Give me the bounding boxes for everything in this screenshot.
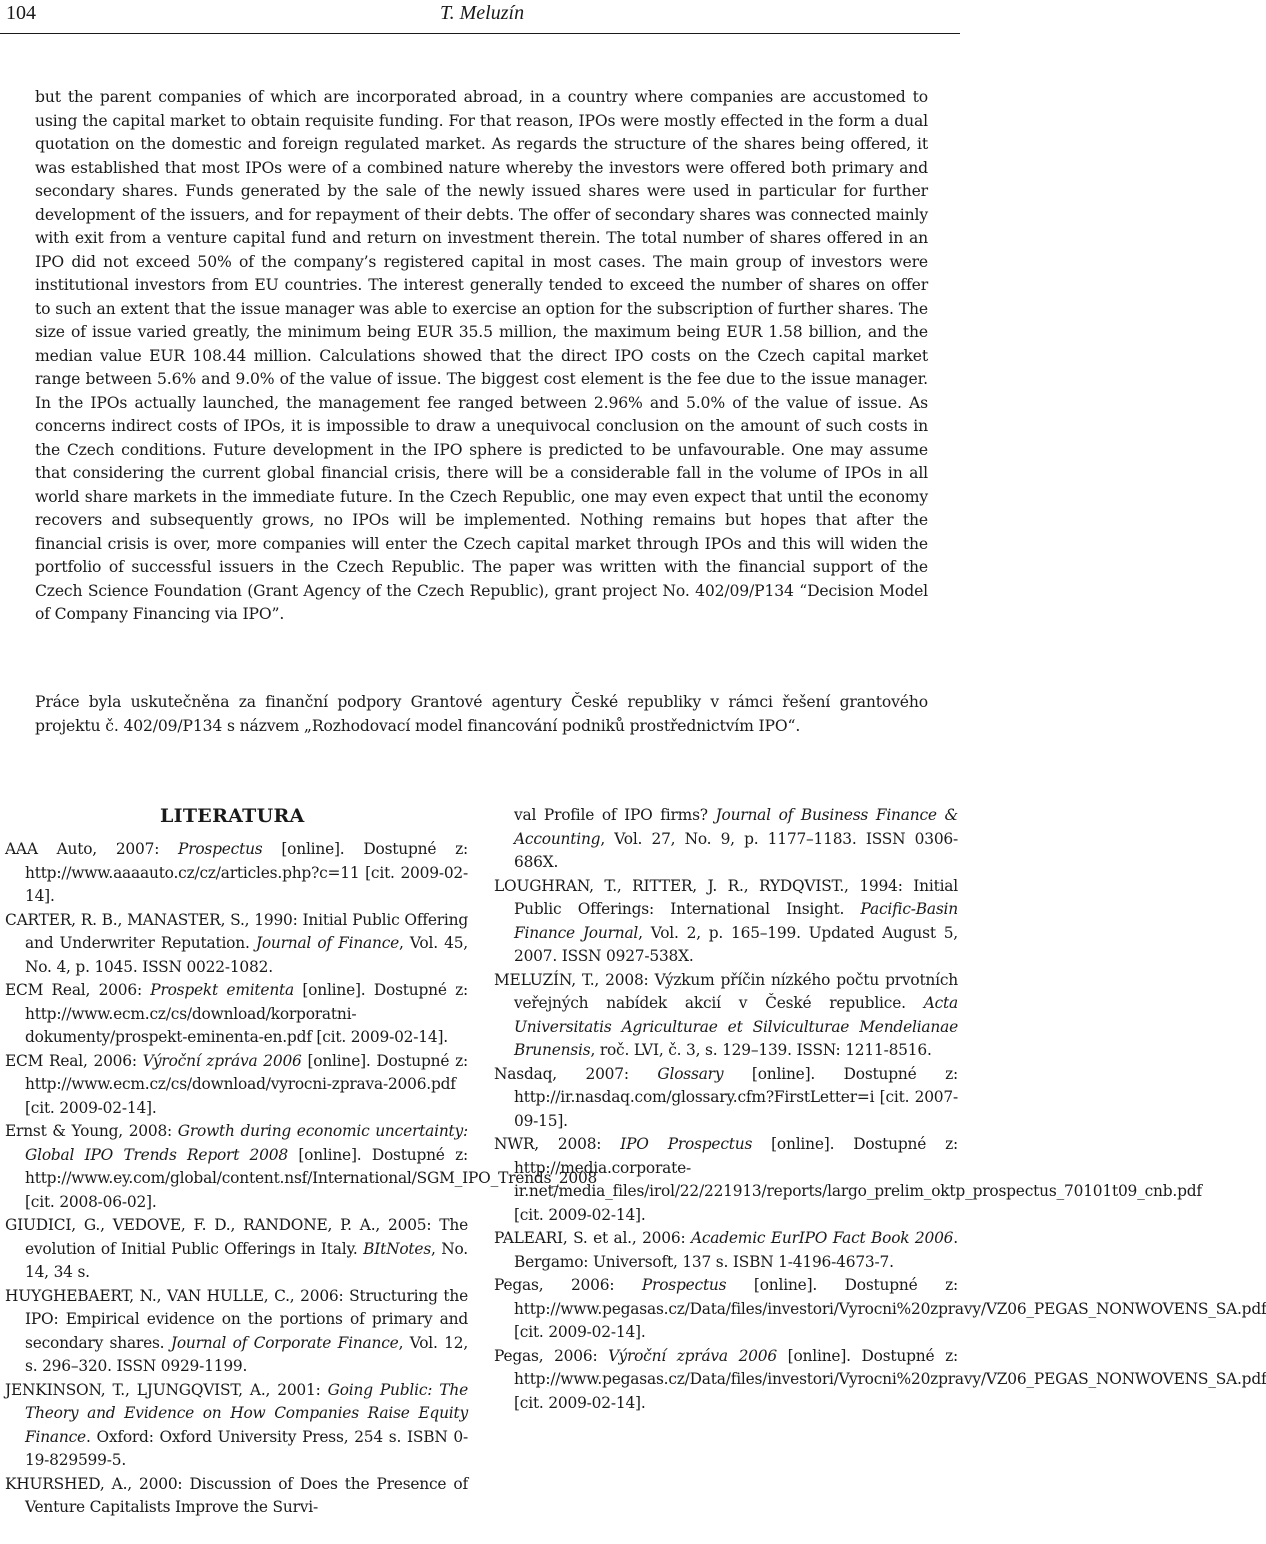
- header-rule: [0, 33, 960, 34]
- reference-item: Pegas, 2006: Výroční zpráva 2006 [online]. Dostupné z: http://www.pegasas.cz/Data/files/investori/Vyrocni%20zpravy/VZ06_PEGAS_NONWOVENS_SA.pdf [cit. 2009-02-14].: [494, 1346, 1266, 1412]
- reference-item: AAA Auto, 2007: Prospectus [online]. Dostupné z: http://www.aaaauto.cz/cz/articles.php?c=11 [cit. 2009-02-14].: [5, 840, 468, 905]
- reference-item: HUYGHEBAERT, N., VAN HULLE, C., 2006: Structuring the IPO: Empirical evidence on the portions of primary and secondary shares. Journal of Corporate Finance, Vol. 12, s. 296–320. ISSN 0929-1199.: [5, 1286, 469, 1375]
- references-left-column: [5, 838, 598, 1520]
- body-text: [35, 86, 928, 627]
- page-header: [0, 0, 960, 30]
- literature-heading: LITERATURA: [160, 805, 305, 827]
- reference-item: Ernst & Young, 2008: Growth during economic uncertainty: Global IPO Trends Report 2008 [online]. Dostupné z: http://www.ey.com/global/content.nsf/International/SGM_IPO_Trends_2008 [cit. 2008-06-02].: [5, 1122, 598, 1211]
- reference-item: KHURSHED, A., 2000: Discussion of Does the Presence of Venture Capitalists Improve the Survi-: [5, 1474, 468, 1516]
- czech-ack-paragraph: Práce byla uskutečněna za finanční podpory Grantové agentury České republiky v rámci řešení grantového projektu č. 402/09/P134 s názvem „Rozhodovací model financování podniků prostřednictvím IPO“.: [35, 693, 928, 735]
- references-right-column: [494, 804, 1266, 1415]
- reference-item: ECM Real, 2006: Výroční zpráva 2006 [online]. Dostupné z: http://www.ecm.cz/cs/download/vyrocni-zprava-2006.pdf [cit. 2009-02-14].: [5, 1051, 468, 1117]
- reference-item: Nasdaq, 2007: Glossary [online]. Dostupné z: http://ir.nasdaq.com/glossary.cfm?FirstLetter=i [cit. 2007-09-15].: [494, 1064, 958, 1130]
- running-author: T. Meluzín: [440, 2, 525, 24]
- reference-item: PALEARI, S. et al., 2006: Academic EurIPO Fact Book 2006. Bergamo: Universoft, 137 s. ISBN 1-4196-4673-7.: [494, 1229, 958, 1271]
- page-number: 104: [6, 2, 36, 24]
- reference-item: CARTER, R. B., MANASTER, S., 1990: Initial Public Offering and Underwriter Reputation. Journal of Finance, Vol. 45, No. 4, p. 1045. ISSN 0022-1082.: [5, 910, 468, 976]
- reference-item: ECM Real, 2006: Prospekt emitenta [online]. Dostupné z: http://www.ecm.cz/cs/download/korporatni-dokumenty/prospekt-eminenta-en.pdf [cit. 2009-02-14].: [5, 981, 468, 1046]
- body-paragraph: but the parent companies of which are incorporated abroad, in a country where companies are accustomed to using the capital market to obtain requisite funding. For that reason, IPOs were mostly effected in the form a dual quotation on the domestic and foreign regulated market. As regards the structure of the shares being offered, it was established that most IPOs were of a combined nature whereby the investors were offered both primary and secondary shares. Funds generated by the sale of the newly issued shares were used in particular for further development of the issuers, and for repayment of their debts. The offer of secondary shares was connected mainly with exit from a venture capital fund and return on investment therein. The total number of shares offered in an IPO did not exceed 50% of the company’s registered capital in most cases. The main group of investors were institutional investors from EU countries. The interest generally tended to exceed the number of shares on offer to such an extent that the issue manager was able to exercise an option for the subscription of further shares. The size of issue varied greatly, the minimum being EUR 35.5 million, the maximum being EUR 1.58 billion, and the median value EUR 108.44 million. Calculations showed that the direct IPO costs on the Czech capital market range between 5.6% and 9.0% of the value of issue. The biggest cost element is the fee due to the issue manager. In the IPOs actually launched, the management fee ranged between 2.96% and 5.0% of the value of issue. As concerns indirect costs of IPOs, it is impossible to draw a unequivocal conclusion on the amount of such costs in the Czech conditions. Future development in the IPO sphere is predicted to be unfavourable. One may assume that considering the current global financial crisis, there will be a considerable fall in the volume of IPOs in all world share markets in the immediate future. In the Czech Republic, one may even expect that until the economy recovers and subsequently grows, no IPOs will be implemented. Nothing remains but hopes that after the financial crisis is over, more companies will enter the Czech capital market through IPOs and this will widen the portfolio of successful issuers in the Czech Republic. The paper was written with the financial support of the Czech Science Foundation (Grant Agency of the Czech Republic), grant project No. 402/09/P134 “Decision Model of Company Financing via IPO”.: [35, 88, 928, 623]
- reference-item: LOUGHRAN, T., RITTER, J. R., RYDQVIST., 1994: Initial Public Offerings: International Insight. Pacific-Basin Finance Journal, Vol. 2, p. 165–199. Updated August 5, 2007. ISSN 0927-538X.: [494, 876, 958, 965]
- reference-item: GIUDICI, G., VEDOVE, F. D., RANDONE, P. A., 2005: The evolution of Initial Public Offerings in Italy. BItNotes, No. 14, 34 s.: [5, 1216, 469, 1281]
- reference-continuation: val Profile of IPO firms? Journal of Business Finance & Accounting, Vol. 27, No. 9, p. 1177–1183. ISSN 0306-686X.: [514, 806, 958, 871]
- reference-item: MELUZÍN, T., 2008: Výzkum příčin nízkého počtu prvotních veřejných nabídek akcií v České republice. Acta Universitatis Agriculturae et Silviculturae Mendelianae Brunensis, roč. LVI, č. 3, s. 129–139. ISSN: 1211-8516.: [494, 970, 958, 1059]
- reference-item: NWR, 2008: IPO Prospectus [online]. Dostupné z: http://media.corporate-ir.net/media_files/irol/22/221913/reports/largo_prelim_oktp_prospectus_70101t09_cnb.pdf [cit. 2009-02-14].: [494, 1135, 1202, 1224]
- reference-item: JENKINSON, T., LJUNGQVIST, A., 2001: Going Public: The Theory and Evidence on How Companies Raise Equity Finance. Oxford: Oxford University Press, 254 s. ISBN 0-19-829599-5.: [5, 1380, 468, 1469]
- reference-item: Pegas, 2006: Prospectus [online]. Dostupné z: http://www.pegasas.cz/Data/files/investori/Vyrocni%20zpravy/VZ06_PEGAS_NONWOVENS_SA.pdf [cit. 2009-02-14].: [494, 1276, 1266, 1341]
- czech-acknowledgement: [35, 691, 928, 738]
